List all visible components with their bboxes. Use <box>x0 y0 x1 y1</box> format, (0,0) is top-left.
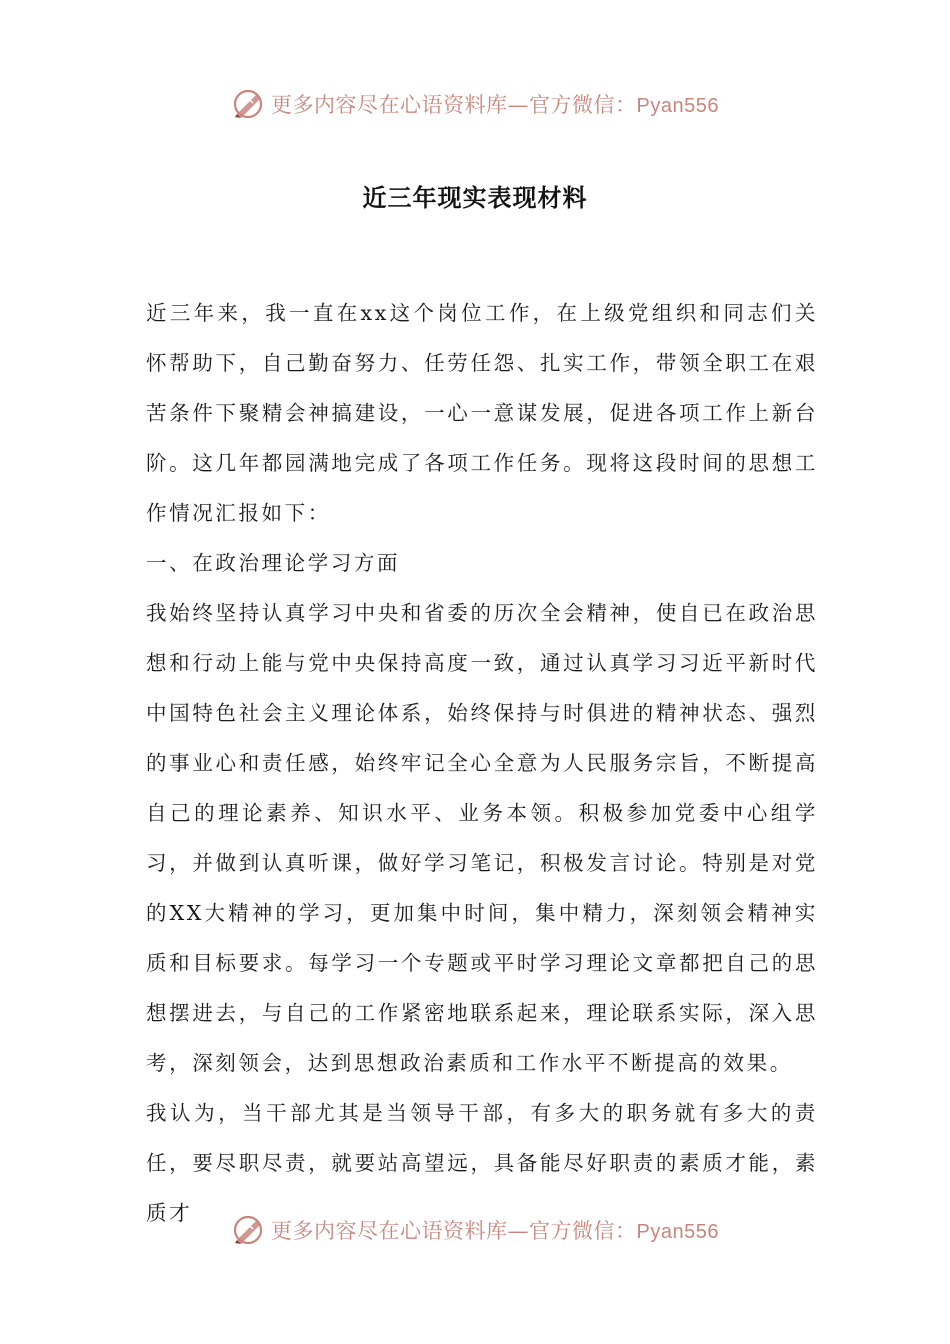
pen-logo-icon <box>231 1213 265 1247</box>
section-heading: 一、在政治理论学习方面 <box>146 551 401 575</box>
document-body <box>146 288 818 1238</box>
watermark-text: 更多内容尽在心语资料库—官方微信：Pyan556 <box>271 93 719 117</box>
page-title: 近三年现实表现材料 <box>362 183 588 212</box>
paragraph: 我始终坚持认真学习中央和省委的历次全会精神，使自已在政治思想和行动上能与党中央保持高度一致，通过认真学习习近平新时代中国特色社会主义理论体系，始终保持与时俱进的精神状态、强烈的事业心和责任感，始终牢记全心全意为人民服务宗旨，不断提高自己的理论素养、知识水平、业务本领。积极参加党委中心组学习，并做到认真听课，做好学习笔记，积极发言讨论。特别是对党的XX大精神的学习，更加集中时间，集中精力，深刻领会精神实质和目标要求。每学习一个专题或平时学习理论文章都把自己的思想摆进去，与自己的工作紧密地联系起来，理论联系实际，深入思考，深刻领会，达到思想政治素质和工作水平不断提高的效果。 <box>146 601 818 1075</box>
watermark-footer <box>0 1210 950 1250</box>
paragraph: 近三年来，我一直在xx这个岗位工作，在上级党组织和同志们关怀帮助下，自己勤奋努力、任劳任怨、扎实工作，带领全职工在艰苦条件下聚精会神搞建设，一心一意谋发展，促进各项工作上新台阶。这几年都园满地完成了各项工作任务。现将这段时间的思想工作情况汇报如下： <box>146 301 818 525</box>
pen-logo-icon <box>231 87 265 121</box>
watermark-text: 更多内容尽在心语资料库—官方微信：Pyan556 <box>271 1219 719 1243</box>
paragraph: 我认为，当干部尤其是当领导干部，有多大的职务就有多大的责任，要尽职尽责，就要站高望远，具备能尽好职责的素质才能，素质才 <box>146 1101 818 1225</box>
watermark-header <box>0 84 950 124</box>
